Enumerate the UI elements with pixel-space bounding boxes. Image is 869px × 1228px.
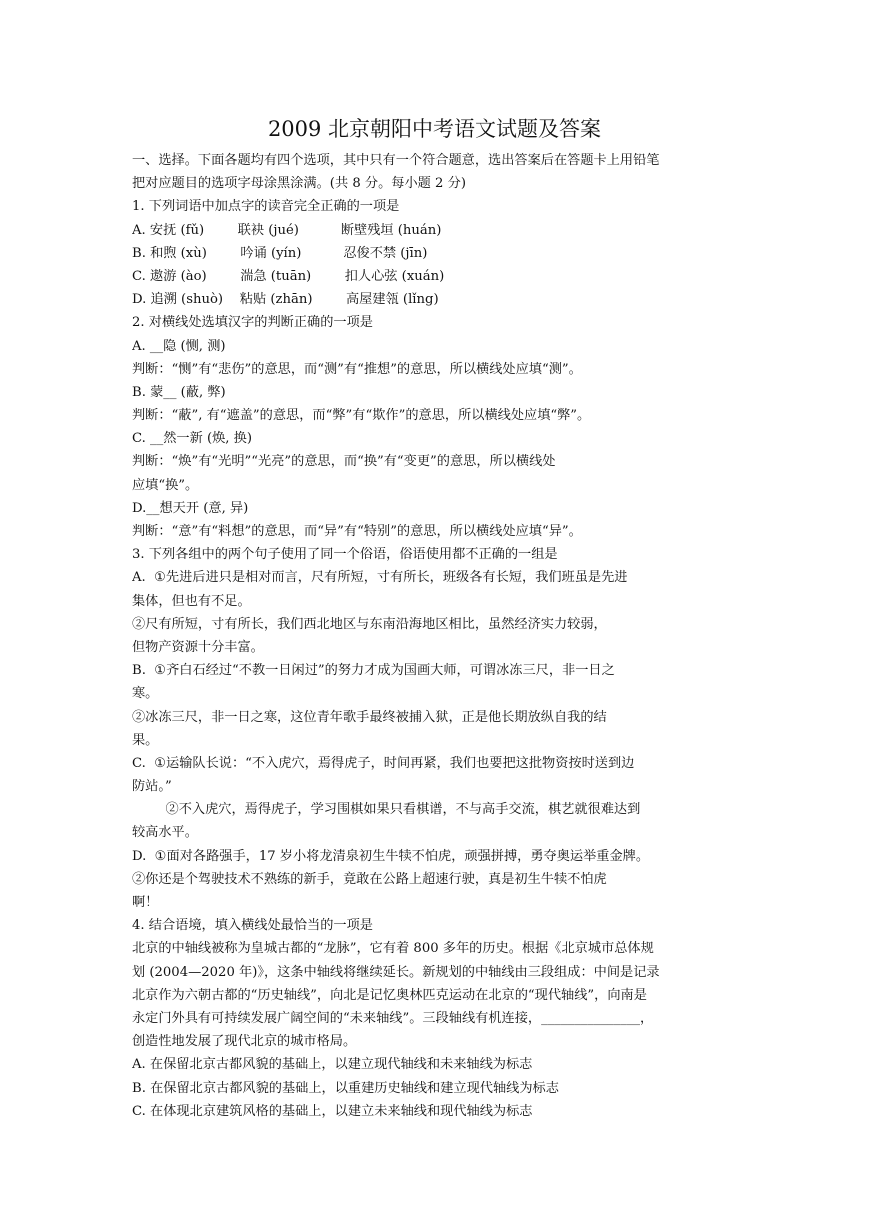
text-line: 永定门外具有可持续发展广阔空间的“未来轴线”。三段轴线有机连接，_______________， — [132, 1010, 654, 1026]
text-line: 1. 下列词语中加点字的读音完全正确的一项是 — [132, 199, 400, 215]
text-line: 啊！ — [132, 895, 159, 910]
text-line: ②冰冻三尺，非一日之寒，这位青年歌手最终被捕入狱，正是他长期放纵自我的结 — [132, 709, 607, 725]
text-line: A. ①先进后进只是相对而言，尺有所短，寸有所长，班级各有长短，我们班虽是先进 — [132, 570, 628, 586]
text-line: 北京的中轴线被称为皇城古都的“龙脉”，它有着 800 多年的历史。根据《北京城市总体规 — [132, 941, 654, 957]
text-line: A. 安抚 (fǔ) 联袂 (jué) 断壁残垣 (huán) — [132, 222, 442, 238]
text-line: ②你还是个驾驶技术不熟练的新手，竟敢在公路上超速行驶，真是初生牛犊不怕虎 — [132, 871, 607, 887]
text-line: 判断：“焕”有“光明”“光亮”的意思，而“换”有“变更”的意思，所以横线处 — [132, 454, 556, 470]
text-line: 把对应题目的选项字母涂黑涂满。(共 8 分。每小题 2 分) — [132, 176, 466, 192]
text-line: ②尺有所短，寸有所长，我们西北地区与东南沿海地区相比，虽然经济实力较弱， — [132, 616, 607, 632]
text-line: 创造性地发展了现代北京的城市格局。 — [132, 1034, 357, 1050]
document-body — [132, 149, 742, 1123]
text-line: 果。 — [132, 732, 159, 748]
text-line: 防站。” — [132, 779, 172, 795]
text-line: 应填“换”。 — [132, 477, 199, 493]
text-line: 一、选择。下面各题均有四个选项，其中只有一个符合题意，选出答案后在答题卡上用铅笔 — [132, 153, 660, 168]
text-line: 北京作为六朝古都的“历史轴线”，向北是记忆奥林匹克运动在北京的“现代轴线”，向南是 — [132, 987, 647, 1003]
text-line: 3. 下列各组中的两个句子使用了同一个俗语，俗语使用都不正确的一组是 — [132, 547, 558, 563]
text-line: 2. 对横线处选填汉字的判断正确的一项是 — [132, 315, 373, 331]
text-line: D.__想天开 (意, 异) — [132, 500, 249, 516]
text-line: 判断：“意”有“料想”的意思，而“异”有“特别”的意思，所以横线处应填“异”。 — [132, 524, 582, 539]
text-line: C. 在体现北京建筑风格的基础上，以建立未来轴线和现代轴线为标志 — [132, 1103, 533, 1119]
text-line: C. ①运输队长说：“不入虎穴，焉得虎子，时间再紧，我们也要把这批物资按时送到边 — [132, 755, 635, 771]
text-line: C. __然一新 (焕, 换) — [132, 431, 252, 447]
text-line: 判断：“蔽”, 有“遮盖”的意思，而“弊”有“欺作”的意思，所以横线处应填“弊”。 — [132, 408, 591, 424]
text-line: B. 和煦 (xù) 吟诵 (yín) 忍俊不禁 (jīn) — [132, 245, 428, 261]
text-line: ②不入虎穴，焉得虎子，学习围棋如果只看棋谱，不与高手交流，棋艺就很难达到 — [132, 802, 641, 818]
text-line: B. 在保留北京古都风貌的基础上，以重建历史轴线和建立现代轴线为标志 — [132, 1080, 559, 1096]
text-line: D. ①面对各路强手，17 岁小将龙清泉初生牛犊不怕虎，顽强拼搏，勇夺奥运举重金牌。 — [132, 848, 650, 864]
text-line: 较高水平。 — [132, 825, 198, 841]
page-title: 2009 北京朝阳中考语文试题及答案 — [267, 117, 602, 141]
text-line: D. 追溯 (shuò) 粘贴 (zhān) 高屋建瓴 (lǐng) — [132, 292, 439, 308]
text-line: A. 在保留北京古都风貌的基础上，以建立现代轴线和未来轴线为标志 — [132, 1057, 533, 1073]
text-line: 集体，但也有不足。 — [132, 593, 251, 609]
text-line: 寒。 — [132, 686, 159, 702]
text-line: B. 蒙__ (蔽, 弊) — [132, 384, 226, 400]
text-line: C. 遨游 (ào) 湍急 (tuān) 扣人心弦 (xuán) — [132, 268, 445, 284]
text-line: 划 (2004—2020 年)》，这条中轴线将继续延长。新规划的中轴线由三段组成：中间是记录 — [132, 964, 660, 980]
text-line: B. ①齐白石经过“不教一日闲过”的努力才成为国画大师，可谓冰冻三尺，非一日之 — [132, 663, 615, 679]
text-line: 判断：“恻”有“悲伤”的意思，而“测”有“推想”的意思，所以横线处应填“测”。 — [132, 361, 582, 377]
text-line: 4. 结合语境，填入横线处最恰当的一项是 — [132, 918, 373, 934]
text-line: A. __隐 (恻, 测) — [132, 338, 226, 354]
text-line: 但物产资源十分丰富。 — [132, 639, 264, 655]
